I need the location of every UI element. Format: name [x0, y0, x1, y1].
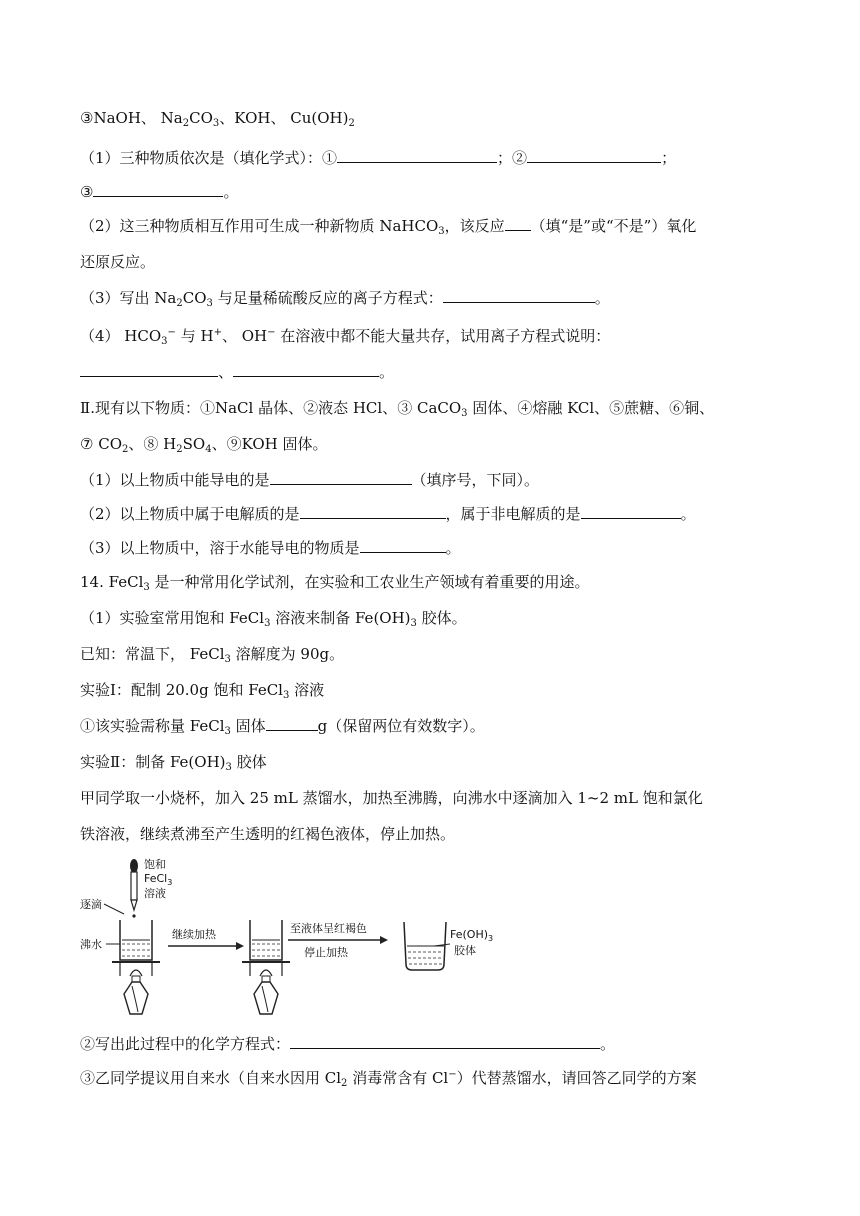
text: （1）以上物质中能导电的是 — [80, 471, 270, 489]
superscript: + — [213, 327, 222, 338]
question-1-1-cont — [80, 182, 238, 202]
question-14-1-3 — [80, 1068, 697, 1088]
question-1-4 — [80, 326, 610, 346]
text: 溶解度为 90g。 — [230, 645, 345, 663]
question-1-3 — [80, 288, 610, 308]
text: 已知：常温下， FeCl — [80, 645, 225, 663]
subscript: 3 — [161, 336, 168, 347]
label-solution: 溶液 — [144, 887, 166, 900]
text: 。 — [680, 505, 696, 523]
label-continue-heating: 继续加热 — [172, 928, 216, 941]
text: ，该反应 — [444, 217, 505, 235]
subscript: 3 — [225, 762, 232, 773]
section-2-intro — [80, 398, 714, 418]
text: 是一种常用化学试剂，在实验和工农业生产领域有着重要的用途。 — [149, 573, 590, 591]
text: (OH) — [311, 109, 349, 127]
text: ①该实验需称量 FeCl — [80, 717, 225, 735]
text: ③NaOH、 Na — [80, 109, 183, 127]
subscript: 2 — [341, 1078, 348, 1089]
text: CO — [182, 289, 207, 307]
text: 消毒常含有 Cl — [347, 1069, 449, 1087]
arrow-right-icon — [288, 936, 388, 944]
text: （1）实验室常用饱和 FeCl — [80, 609, 265, 627]
answer-blank[interactable] — [80, 362, 218, 377]
experiment-2-title — [80, 752, 267, 772]
question-14-1-2 — [80, 1034, 615, 1054]
beaker-icon — [120, 920, 152, 960]
text: 、 — [218, 363, 234, 381]
burner-icon — [242, 962, 290, 1014]
label-fecl3: FeCl$_3$ — [144, 872, 173, 887]
text: ；② — [497, 149, 528, 167]
text: 溶液 — [289, 681, 325, 699]
line-reagents — [80, 108, 355, 128]
dropper-icon — [130, 859, 138, 918]
beaker-icon — [404, 922, 446, 970]
label-dropwise: 逐滴 — [80, 898, 102, 911]
subscript: 2 — [176, 444, 183, 455]
label-saturated: 饱和 — [144, 858, 166, 871]
question-1-2-cont — [80, 252, 155, 272]
beaker-icon — [250, 920, 282, 960]
answer-blank[interactable] — [233, 362, 379, 377]
text: 与 H — [175, 327, 214, 345]
subscript: 2 — [122, 444, 129, 455]
text: 固体 — [230, 717, 266, 735]
text: 、 OH — [221, 327, 268, 345]
text: SO — [182, 435, 206, 453]
text: 、⑨KOH 固体。 — [211, 435, 328, 453]
burner-icon — [112, 962, 160, 1014]
subscript: 3 — [461, 408, 468, 419]
question-2-1 — [80, 470, 539, 490]
subscript: 3 — [264, 618, 271, 629]
text: 14. FeCl — [80, 573, 144, 591]
arrow-right-icon — [168, 942, 244, 950]
question-2-3 — [80, 538, 461, 558]
answer-blank[interactable] — [505, 216, 531, 231]
question-1-2 — [80, 216, 696, 236]
text: ⑦ CO — [80, 435, 122, 453]
text: （2）以上物质中属于电解质的是 — [80, 505, 300, 523]
text: （2）这三种物质相互作用可生成一种新物质 NaHCO — [80, 217, 439, 235]
label-stop-heating: 停止加热 — [304, 946, 348, 959]
answer-blank[interactable] — [581, 504, 681, 519]
text: 实验Ⅰ：配制 20.0g 饱和 FeCl — [80, 681, 283, 699]
question-14-1-1 — [80, 716, 485, 736]
text: （填“是”或“不是”）氧化 — [530, 217, 697, 235]
answer-blank[interactable] — [93, 182, 223, 197]
question-1-1 — [80, 148, 676, 168]
text: （1）三种物质依次是（填化学式）：① — [80, 149, 338, 167]
text: 。 — [223, 183, 239, 201]
text: 。 — [445, 539, 461, 557]
subscript: 3 — [206, 298, 213, 309]
text: ③乙同学提议用自来水（自来水因用 Cl — [80, 1069, 342, 1087]
text: 。 — [594, 289, 610, 307]
answer-blank[interactable] — [443, 288, 595, 303]
text: 铁溶液，继续煮沸至产生透明的红褐色液体，停止加热。 — [80, 825, 456, 843]
question-14 — [80, 572, 590, 592]
text: 与足量稀硫酸反应的离子方程式： — [212, 289, 443, 307]
text: （4） HCO — [80, 327, 162, 345]
text: ）代替蒸馏水，请回答乙同学的方案 — [456, 1069, 697, 1087]
text: 溶液来制备 Fe(OH) — [270, 609, 411, 627]
text: ②写出此过程中的化学方程式： — [80, 1035, 291, 1053]
text: 还原反应。 — [80, 253, 156, 271]
known-condition — [80, 644, 344, 664]
text: 甲同学取一小烧杯，加入 25 mL 蒸馏水，加热至沸腾，向沸水中逐滴加入 1~2 mL 饱和氯化 — [80, 789, 703, 807]
question-14-1 — [80, 608, 467, 628]
subscript: 3 — [224, 654, 231, 665]
text: g（保留两位有效数字）。 — [317, 717, 485, 735]
subscript: 4 — [205, 444, 212, 455]
subscript: 3 — [143, 582, 150, 593]
text: 、⑧ H — [128, 435, 177, 453]
subscript: 3 — [224, 726, 231, 737]
text: 固体、④熔融 KCl、⑤蔗糖、⑥铜、 — [467, 399, 715, 417]
subscript: 2 — [176, 298, 183, 309]
text: 、KOH、 Cu — [219, 109, 312, 127]
answer-blank[interactable] — [290, 1034, 600, 1049]
procedure-text — [80, 788, 703, 808]
subscript: 3 — [410, 618, 417, 629]
text: ； — [661, 149, 677, 167]
section-2-intro-cont — [80, 434, 328, 454]
answer-blank[interactable] — [337, 148, 497, 163]
answer-blank[interactable] — [266, 716, 318, 731]
text: （3）以上物质中，溶于水能导电的物质是 — [80, 539, 360, 557]
answer-blank[interactable] — [360, 538, 446, 553]
answer-blank[interactable] — [527, 148, 661, 163]
text: ③ — [80, 183, 94, 201]
subscript: 3 — [282, 690, 290, 701]
label-colloid: 胶体 — [454, 944, 476, 957]
subscript: 2 — [182, 118, 190, 129]
answer-blank[interactable] — [270, 470, 412, 485]
text: 。 — [379, 363, 395, 381]
text: （3）写出 Na — [80, 289, 177, 307]
subscript: 3 — [438, 226, 445, 237]
text: CO — [189, 109, 213, 127]
label-until-red-brown: 至液体呈红褐色 — [290, 922, 367, 935]
experiment-1-title — [80, 680, 324, 700]
text: 在溶液中都不能大量共存，试用离子方程式说明： — [275, 327, 611, 345]
question-2-2 — [80, 504, 696, 524]
text: （填序号，下同）。 — [411, 471, 540, 489]
superscript: − — [167, 327, 176, 338]
text: ，属于非电解质的是 — [445, 505, 581, 523]
text: 胶体。 — [416, 609, 467, 627]
text: Ⅱ.现有以下物质：①NaCl 晶体、②液态 HCl、③ CaCO — [80, 399, 462, 417]
subscript: 2 — [348, 118, 355, 129]
superscript: − — [448, 1069, 457, 1080]
text: 实验Ⅱ：制备 Fe(OH) — [80, 753, 226, 771]
procedure-text-cont — [80, 824, 455, 844]
label-product: $Fe(OH)_3$ — [450, 928, 494, 943]
superscript: − — [267, 327, 276, 338]
experiment-diagram — [76, 852, 506, 1022]
label-boiling-water: 沸水 — [80, 938, 102, 951]
answer-blank[interactable] — [300, 504, 446, 519]
text: 。 — [600, 1035, 616, 1053]
subscript: 3 — [212, 118, 220, 129]
text: 胶体 — [231, 753, 267, 771]
question-1-4-cont — [80, 362, 394, 382]
